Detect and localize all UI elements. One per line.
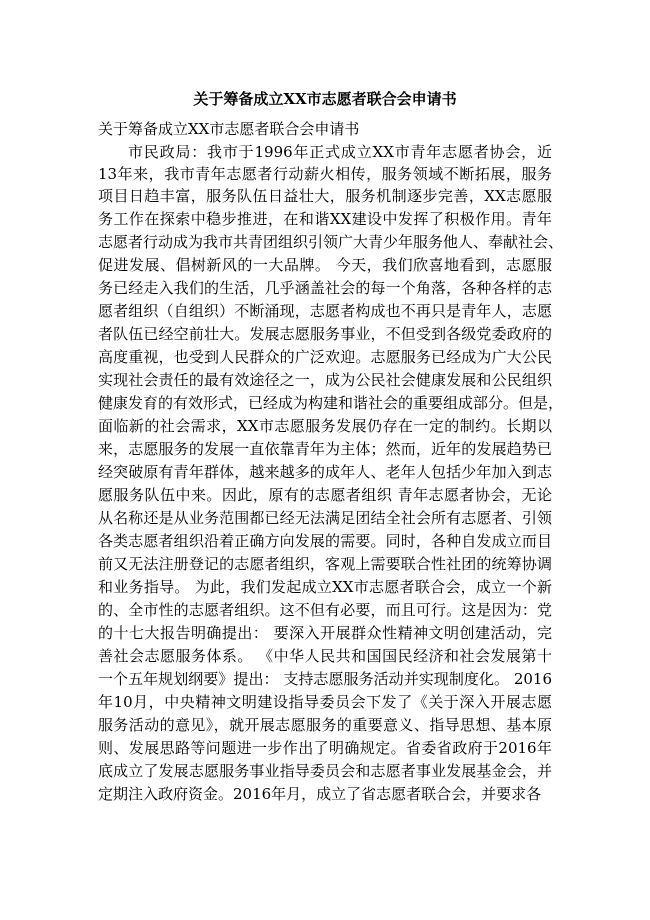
body-line: 实现社会责任的最有效途径之一，成为公民社会健康发展和公民组织 <box>98 371 552 389</box>
body-line: 定期注入政府资金。2016年月，成立了省志愿者联合会，并要求各 <box>98 785 542 803</box>
body-line: 愿者组织（自组织）不断涌现，志愿者构成也不再只是青年人，志愿 <box>98 302 552 320</box>
body-line: 项目日趋丰富，服务队伍日益壮大，服务机制逐步完善，XX志愿服 <box>98 187 552 205</box>
body-line: 服务活动的意见》，就开展志愿服务的重要意义、指导思想、基本原 <box>98 716 552 734</box>
body-line: 市民政局：我市于1996年正式成立XX市青年志愿者协会，近 <box>128 143 552 161</box>
body-line: 愿服务队伍中来。因此，原有的志愿者组织 青年志愿者协会，无论 <box>98 486 552 504</box>
body-line: 志愿者行动成为我市共青团组织引领广大青少年服务他人、奉献社会、 <box>98 233 564 251</box>
body-line: 经突破原有青年群体，越来越多的成年人、老年人包括少年加入到志 <box>98 463 552 481</box>
body-line: 者队伍已经空前壮大。发展志愿服务事业，不但受到各级党委政府的 <box>98 325 552 343</box>
body-line: 的十七大报告明确提出： 要深入开展群众性精神文明创建活动，完 <box>98 624 552 642</box>
document-title: 关于筹备成立XX市志愿者联合会申请书 <box>193 90 457 108</box>
body-line: 务工作在探索中稳步推进，在和谐XX建设中发挥了积极作用。青年 <box>98 210 552 228</box>
body-line: 13年来，我市青年志愿者行动薪火相传，服务领域不断拓展，服务 <box>98 165 552 183</box>
body-line: 各类志愿者组织沿着正确方向发展的需要。同时，各种自发成立而目 <box>98 532 552 550</box>
body-line: 促进发展、倡树新风的一大品牌。 今天，我们欣喜地看到，志愿服 <box>98 256 552 274</box>
body-line: 健康发育的有效形式，已经成为构建和谐社会的重要组成部分。但是， <box>98 394 564 412</box>
body-line: 高度重视，也受到人民群众的广泛欢迎。志愿服务已经成为广大公民 <box>98 348 552 366</box>
body-line: 底成立了发展志愿服务事业指导委员会和志愿者事业发展基金会，并 <box>98 762 552 780</box>
body-line: 则、发展思路等问题进一步作出了明确规定。省委省政府于2016年 <box>98 739 552 757</box>
body-line: 从名称还是从业务范围都已经无法满足团结全社会所有志愿者、引领 <box>98 509 552 527</box>
body-line: 面临新的社会需求，XX市志愿服务发展仍存在一定的制约。长期以 <box>98 417 552 435</box>
body-line: 务已经走入我们的生活，几乎涵盖社会的每一个角落，各种各样的志 <box>98 279 552 297</box>
body-line: 一个五年规划纲要》提出： 支持志愿服务活动并实现制度化。 2016 <box>98 670 552 688</box>
body-line: 善社会志愿服务体系。 《中华人民共和国国民经济和社会发展第十 <box>98 647 552 665</box>
body-line: 的、全市性的志愿者组织。这不但有必要，而且可行。这是因为：党 <box>98 601 552 619</box>
body-line: 前又无法注册登记的志愿者组织，客观上需要联合性社团的统筹协调 <box>98 555 552 573</box>
body-line: 年10月，中央精神文明建设指导委员会下发了《关于深入开展志愿 <box>98 693 552 711</box>
body-line: 和业务指导。 为此，我们发起成立XX市志愿者联合会，成立一个新 <box>98 578 552 596</box>
body-line: 来，志愿服务的发展一直依靠青年为主体；然而，近年的发展趋势已 <box>98 440 552 458</box>
document-subtitle: 关于筹备成立XX市志愿者联合会申请书 <box>98 120 360 138</box>
